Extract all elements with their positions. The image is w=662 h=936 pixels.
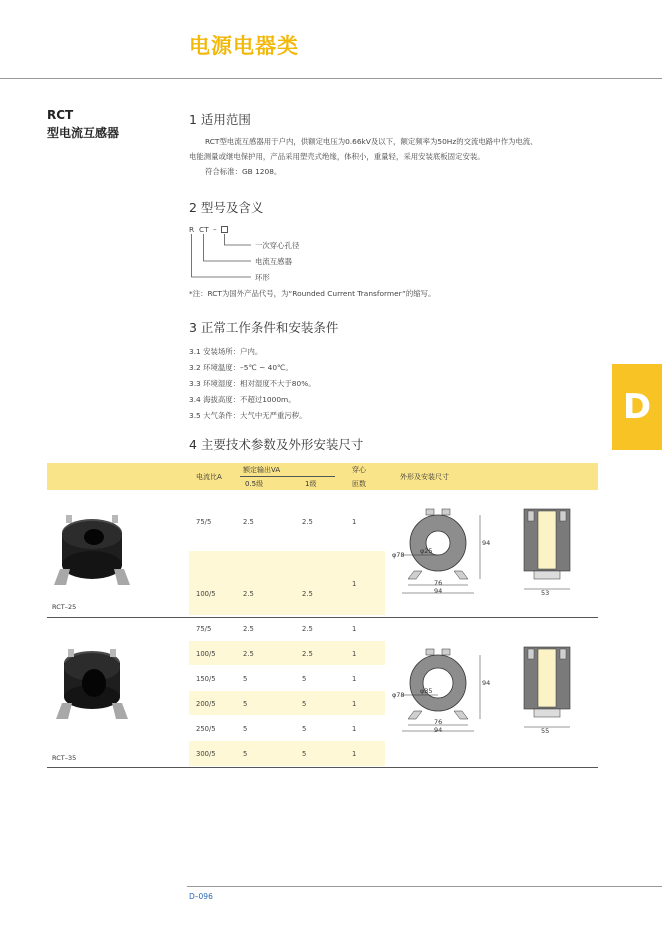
dim-side-width: 55 (541, 727, 550, 735)
dim-inner-diameter: φ25 (420, 547, 433, 555)
cell-ratio: 100/5 (196, 590, 216, 598)
cell-c05: 2.5 (243, 625, 254, 633)
cell-c1: 5 (302, 725, 307, 733)
section-3-title: 3 正常工作条件和安装条件 (189, 320, 339, 335)
outline-drawing-front-rct25 (390, 503, 496, 599)
code-letter-r: R (189, 225, 195, 234)
cell-ratio: 75/5 (196, 625, 212, 633)
cell-c05: 5 (243, 700, 248, 708)
section-2-title: 2 型号及含义 (189, 200, 264, 215)
outline-drawing-side-rct35 (520, 645, 576, 737)
section-4-title: 4 主要技术参数及外形安装尺寸 (189, 437, 364, 452)
th-turns-top: 穿心 (352, 466, 366, 474)
cell-turns: 1 (352, 725, 357, 733)
dim-outer-diameter: φ78 (392, 551, 405, 559)
th-turns-bottom: 匝数 (352, 480, 366, 488)
section-1-title: 1 适用范围 (189, 112, 251, 127)
outline-drawing-front-rct35 (390, 643, 496, 737)
product-photo-rct35 (52, 645, 132, 725)
product-code: RCT (47, 108, 74, 122)
cell-ratio: 75/5 (196, 518, 212, 526)
page-number: D–096 (189, 892, 213, 901)
cell-ratio: 200/5 (196, 700, 216, 708)
code-label-ct: 电流互感器 (255, 257, 292, 266)
cell-c05: 2.5 (243, 590, 254, 598)
cell-turns: 1 (352, 580, 357, 588)
code-label-ring: 环形 (255, 273, 270, 282)
cell-c05: 5 (243, 675, 248, 683)
section-1-para-1: RCT型电流互感器用于户内，供额定电压为0.66kV及以下，额定频率为50Hz的交流电路中作为电流、 (205, 137, 538, 146)
cell-turns: 1 (352, 650, 357, 658)
code-dash: – (213, 225, 217, 234)
header-divider (0, 78, 662, 79)
product-name: 型电流互感器 (47, 126, 120, 140)
cell-c05: 2.5 (243, 518, 254, 526)
dim-height: 94 (482, 679, 491, 687)
dim-outer-diameter: φ78 (392, 691, 405, 699)
code-letters-ct: CT (199, 225, 209, 234)
model-label-rct25: RCT–25 (52, 603, 77, 611)
category-title: 电源电器类 (189, 34, 299, 58)
th-class-05: 0.5级 (245, 480, 264, 488)
outline-drawing-side-rct25 (520, 507, 576, 599)
conditions-list (189, 344, 316, 424)
footer-divider (187, 886, 662, 887)
cell-c05: 2.5 (243, 650, 254, 658)
section-1-para-3: 符合标准：GB 1208。 (205, 167, 282, 176)
cell-ratio: 250/5 (196, 725, 216, 733)
cell-turns: 1 (352, 700, 357, 708)
cell-c1: 2.5 (302, 590, 313, 598)
th-rule (240, 476, 335, 477)
th-ratio: 电流比A (196, 473, 222, 481)
cell-c1: 5 (302, 750, 307, 758)
table-bottom-rule (47, 767, 598, 768)
cell-ratio: 100/5 (196, 650, 216, 658)
dim-width-76: 76 (434, 579, 443, 587)
model-note: *注：RCT为国外产品代号，为“Rounded Current Transformer”的缩写。 (189, 289, 436, 298)
th-rated-output: 额定输出VA (243, 466, 281, 474)
cell-c05: 5 (243, 725, 248, 733)
code-label-aperture: 一次穿心孔径 (255, 241, 300, 250)
condition-item: 3.2 环境温度：–5℃ ~ 40℃。 (189, 363, 293, 372)
cell-ratio: 150/5 (196, 675, 216, 683)
dim-inner-diameter: φ35 (420, 687, 433, 695)
dim-width-76: 76 (434, 718, 443, 726)
th-outline: 外形及安装尺寸 (400, 473, 449, 481)
section-1-para-2: 电能测量或继电保护用，产品采用塑壳式绝缘，体积小，重量轻，采用安装底板固定安装。 (189, 152, 485, 161)
cell-c1: 2.5 (302, 650, 313, 658)
code-leader-lines (189, 224, 259, 286)
model-label-rct35: RCT–35 (52, 754, 77, 762)
cell-c1: 2.5 (302, 518, 313, 526)
product-photo-rct25 (52, 505, 132, 595)
cell-turns: 1 (352, 625, 357, 633)
condition-item: 3.1 安装场所：户内。 (189, 347, 263, 356)
dim-width-94: 94 (434, 726, 443, 734)
cell-turns: 1 (352, 675, 357, 683)
cell-turns: 1 (352, 518, 357, 526)
condition-item: 3.5 大气条件：大气中无严重污秽。 (189, 411, 307, 420)
condition-item: 3.4 海拔高度：不超过1000m。 (189, 395, 296, 404)
model-code-diagram (189, 224, 389, 286)
group-divider (47, 617, 598, 618)
dim-height: 94 (482, 539, 491, 547)
cell-c1: 2.5 (302, 625, 313, 633)
cell-ratio: 300/5 (196, 750, 216, 758)
dim-side-width: 53 (541, 589, 550, 597)
cell-c1: 5 (302, 700, 307, 708)
cell-turns: 1 (352, 750, 357, 758)
condition-item: 3.3 环境湿度：相对湿度不大于80%。 (189, 379, 316, 388)
cell-c1: 5 (302, 675, 307, 683)
th-class-1: 1级 (305, 480, 317, 488)
dim-width-94: 94 (434, 587, 443, 595)
cell-c05: 5 (243, 750, 248, 758)
section-tab-d: D (612, 364, 662, 450)
